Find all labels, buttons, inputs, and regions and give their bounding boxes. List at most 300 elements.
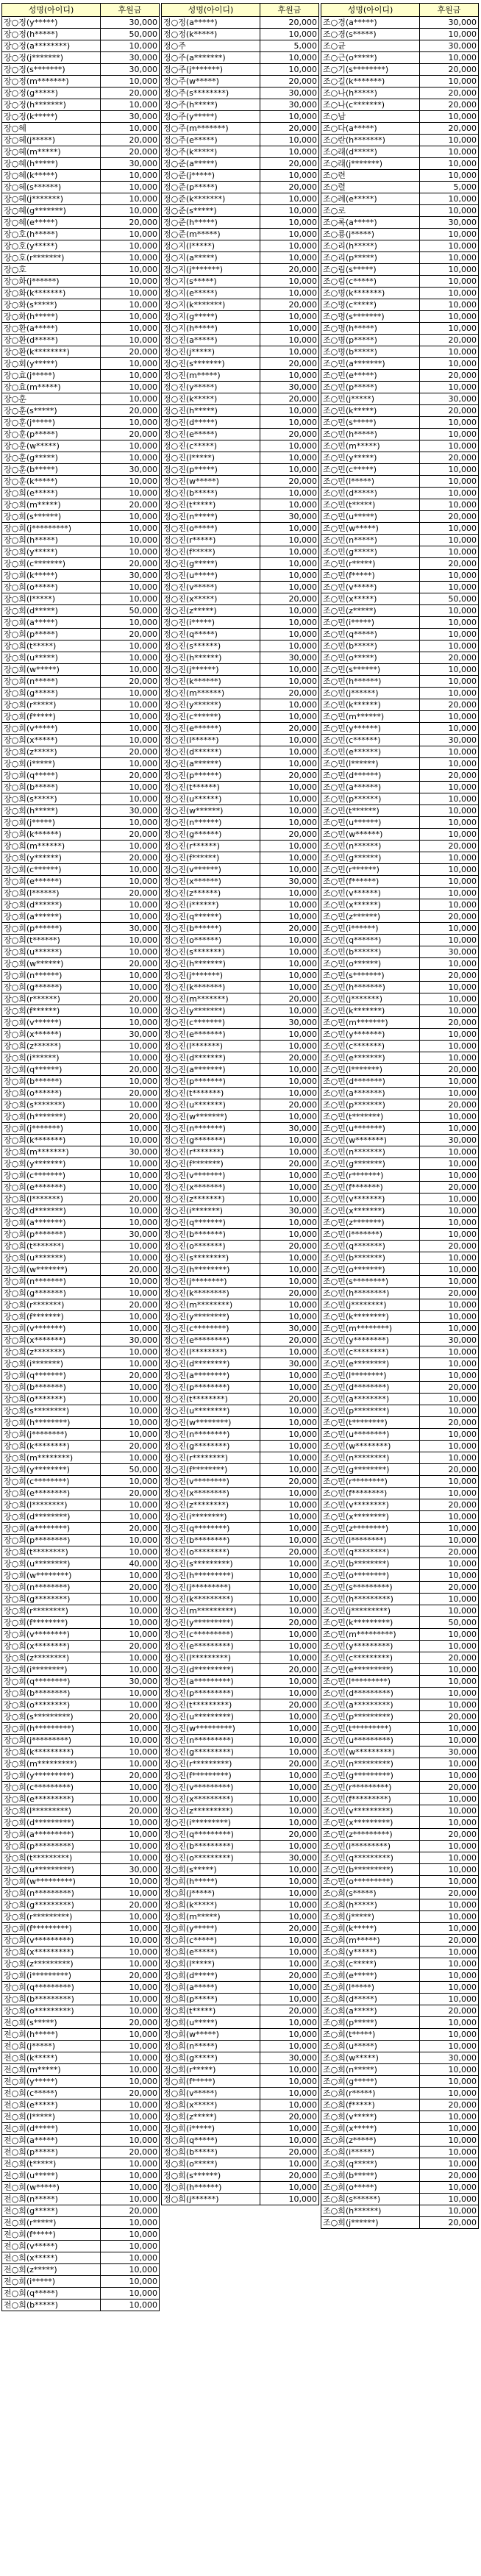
donor-name-cell: 정○주(w*****) xyxy=(162,76,260,88)
donor-name-cell: 조○희(h*****) xyxy=(321,1899,420,1911)
table-row xyxy=(321,782,479,793)
donor-name-cell: 정○지(l*****) xyxy=(162,240,260,252)
table-row xyxy=(321,2194,479,2205)
donation-amount-cell: 10,000 xyxy=(101,2052,160,2064)
donation-amount-cell: 10,000 xyxy=(260,629,319,641)
donor-name-cell: 정○진(e******) xyxy=(162,723,260,735)
table-row xyxy=(162,29,319,40)
donation-amount-cell: 10,000 xyxy=(260,982,319,993)
donation-amount-cell: 10,000 xyxy=(101,1841,160,1852)
donation-amount-cell: 20,000 xyxy=(260,593,319,605)
donor-name-cell: 정○희(m*****) xyxy=(162,1911,260,1923)
table-row xyxy=(321,511,479,523)
donation-amount-cell: 10,000 xyxy=(260,1629,319,1641)
donation-amount-cell: 10,000 xyxy=(260,1641,319,1652)
table-row xyxy=(162,452,319,464)
donor-name-cell: 조○민(y*********) xyxy=(321,1641,420,1652)
table-row xyxy=(321,805,479,817)
table-row xyxy=(162,464,319,476)
table-row xyxy=(162,570,319,582)
table-row xyxy=(2,1523,160,1535)
donor-name-cell: 장○희(l********) xyxy=(2,1499,101,1511)
table-row xyxy=(162,252,319,264)
donor-name-cell: 정○진(i******) xyxy=(162,899,260,911)
table-row xyxy=(2,264,160,276)
donation-amount-cell: 10,000 xyxy=(101,323,160,335)
donor-name-cell: 정○진(o*****) xyxy=(162,523,260,535)
table-row xyxy=(162,1264,319,1276)
donor-name-cell: 정○희(x*****) xyxy=(162,2099,260,2111)
donation-amount-cell: 10,000 xyxy=(420,829,479,841)
table-row xyxy=(162,1829,319,1841)
donation-amount-cell: 10,000 xyxy=(260,1170,319,1182)
table-row xyxy=(162,1052,319,1064)
donor-name-cell: 정○진(i********) xyxy=(162,1511,260,1523)
donor-name-cell: 정○지(a*****) xyxy=(162,252,260,264)
donor-name-cell: 정○희(n*****) xyxy=(162,2041,260,2052)
donation-amount-cell: 10,000 xyxy=(101,1629,160,1641)
table-row xyxy=(321,1876,479,1888)
donor-name-cell: 전○희(f*****) xyxy=(2,2229,101,2241)
donor-name-cell: 조○민(a********) xyxy=(321,1394,420,1405)
table-row xyxy=(162,1099,319,1111)
donation-amount-cell: 20,000 xyxy=(101,1711,160,1723)
donation-amount-cell: 10,000 xyxy=(420,2076,479,2088)
table-row xyxy=(2,593,160,605)
donation-amount-cell: 20,000 xyxy=(420,370,479,382)
table-row xyxy=(321,1805,479,1817)
donor-name-cell: 정○진(o*******) xyxy=(162,1241,260,1252)
table-row xyxy=(321,1088,479,1099)
donation-amount-cell: 10,000 xyxy=(101,1323,160,1335)
donor-name-cell: 정○진(t*****) xyxy=(162,499,260,511)
donation-amount-cell: 10,000 xyxy=(420,1394,479,1405)
table-row xyxy=(162,958,319,970)
donation-amount-cell: 10,000 xyxy=(260,1982,319,1994)
table-row xyxy=(321,1864,479,1876)
donation-amount-cell: 20,000 xyxy=(260,17,319,29)
table-row xyxy=(162,864,319,876)
donor-name-cell: 정○희(s*****) xyxy=(162,1864,260,1876)
donor-name-cell: 장○정(s*******) xyxy=(2,64,101,76)
donor-name-cell: 장○희(y*********) xyxy=(2,1770,101,1782)
donation-amount-cell: 10,000 xyxy=(260,1111,319,1123)
table-row xyxy=(321,535,479,546)
donation-amount-cell: 30,000 xyxy=(101,1029,160,1041)
donation-amount-cell: 10,000 xyxy=(260,252,319,264)
donor-name-cell: 조○민(n********) xyxy=(321,1452,420,1464)
table-row xyxy=(2,1582,160,1594)
donation-amount-cell: 10,000 xyxy=(101,170,160,182)
table-row xyxy=(162,1017,319,1029)
donor-name-cell: 정○진(q*******) xyxy=(162,1217,260,1229)
donor-name-cell: 장○희(k********) xyxy=(2,1441,101,1452)
table-row xyxy=(321,111,479,123)
donation-amount-cell: 10,000 xyxy=(420,2205,479,2217)
table-row xyxy=(2,1064,160,1076)
donor-name-cell: 장○환(a*****) xyxy=(2,323,101,335)
donor-name-cell: 정○진(n*****) xyxy=(162,511,260,523)
donor-name-cell: 정○희(h******) xyxy=(162,2182,260,2194)
donation-amount-cell: 10,000 xyxy=(260,217,319,229)
donor-name-cell: 정○진(t*********) xyxy=(162,1699,260,1711)
donation-amount-cell: 10,000 xyxy=(260,229,319,240)
donation-amount-cell: 10,000 xyxy=(420,2123,479,2135)
table-row xyxy=(321,1958,479,1970)
donation-amount-cell: 20,000 xyxy=(420,1829,479,1841)
donation-amount-cell: 10,000 xyxy=(420,582,479,593)
table-row xyxy=(162,135,319,146)
donor-name-cell: 정○진(h********) xyxy=(162,1264,260,1276)
donor-name-cell: 장○희(w*****) xyxy=(2,664,101,676)
donor-name-cell: 정○진(h*****) xyxy=(162,405,260,417)
donor-name-cell: 장○희(l*****) xyxy=(2,593,101,605)
donor-name-cell: 장○희(x*******) xyxy=(2,1335,101,1346)
table-row xyxy=(321,88,479,99)
table-row xyxy=(2,1994,160,2005)
donor-name-cell: 정○진(d******) xyxy=(162,746,260,758)
table-row xyxy=(321,2064,479,2076)
donor-name-cell: 조○민(c*********) xyxy=(321,1652,420,1664)
table-row xyxy=(2,2229,160,2241)
table-row xyxy=(321,546,479,558)
donation-amount-cell: 10,000 xyxy=(420,240,479,252)
donor-name-cell: 조○민(v********) xyxy=(321,1499,420,1511)
table-row xyxy=(162,970,319,982)
donation-amount-cell: 20,000 xyxy=(260,1241,319,1252)
donation-amount-cell: 20,000 xyxy=(101,1264,160,1276)
donor-name-cell: 장○희(c********) xyxy=(2,1476,101,1488)
table-row xyxy=(2,888,160,899)
donor-name-cell: 전○희(i*****) xyxy=(2,2276,101,2288)
donation-amount-cell: 10,000 xyxy=(260,276,319,288)
donation-amount-cell: 10,000 xyxy=(420,417,479,429)
donor-name-cell: 장○희(w*******) xyxy=(2,1264,101,1276)
table-row xyxy=(321,1382,479,1394)
donor-name-cell: 전○희(m*****) xyxy=(2,2064,101,2076)
table-row xyxy=(321,1617,479,1629)
donation-amount-cell: 10,000 xyxy=(260,1888,319,1899)
donation-amount-cell: 10,000 xyxy=(420,111,479,123)
donation-amount-cell: 20,000 xyxy=(101,1088,160,1099)
donor-name-cell: 조○민(v*********) xyxy=(321,1805,420,1817)
table-row xyxy=(2,1747,160,1758)
table-row xyxy=(162,1205,319,1217)
table-row xyxy=(321,1923,479,1935)
donation-amount-cell: 20,000 xyxy=(101,1111,160,1123)
donor-name-cell: 장○희(u********) xyxy=(2,1558,101,1570)
donation-amount-cell: 30,000 xyxy=(420,735,479,746)
table-row xyxy=(2,782,160,793)
table-row xyxy=(2,511,160,523)
table-row xyxy=(321,229,479,240)
donor-name-cell: 정○진(z******) xyxy=(162,888,260,899)
donor-name-cell: 정○희(c*****) xyxy=(162,1935,260,1947)
donor-name-cell: 장○희(e********) xyxy=(2,1488,101,1499)
donor-name-cell: 정○진(y*********) xyxy=(162,1617,260,1629)
donation-amount-cell: 10,000 xyxy=(420,1629,479,1641)
donation-amount-cell: 20,000 xyxy=(260,1158,319,1170)
donation-amount-cell: 10,000 xyxy=(260,1688,319,1699)
table-row xyxy=(2,2288,160,2300)
donation-amount-cell: 10,000 xyxy=(420,1570,479,1582)
table-row xyxy=(321,876,479,888)
donation-amount-cell: 10,000 xyxy=(420,982,479,993)
donor-name-cell: 장○희(f*******) xyxy=(2,1311,101,1323)
donation-amount-cell: 10,000 xyxy=(101,982,160,993)
table-row xyxy=(321,1346,479,1358)
donation-amount-cell: 20,000 xyxy=(101,958,160,970)
donor-name-cell: 전○희(e*****) xyxy=(2,2099,101,2111)
donor-name-cell: 장○희(j********) xyxy=(2,1429,101,1441)
donation-amount-cell: 20,000 xyxy=(101,2205,160,2217)
donor-name-cell: 정○진(y******) xyxy=(162,699,260,711)
donor-name-cell: 조○민(u*********) xyxy=(321,1735,420,1747)
table-row xyxy=(162,888,319,899)
donation-amount-cell: 10,000 xyxy=(420,1441,479,1452)
table-row xyxy=(162,1958,319,1970)
table-row xyxy=(162,1770,319,1782)
table-row xyxy=(162,782,319,793)
donor-name-cell: 장○훈(w*****) xyxy=(2,440,101,452)
donation-amount-cell: 20,000 xyxy=(101,1970,160,1982)
table-row xyxy=(162,2076,319,2088)
table-row xyxy=(2,899,160,911)
donor-name-cell: 전○희(r*****) xyxy=(2,2217,101,2229)
donor-name-cell: 전○희(g*****) xyxy=(2,2205,101,2217)
donation-amount-cell: 20,000 xyxy=(420,1182,479,1194)
donor-name-cell: 장○희(z******) xyxy=(2,1041,101,1052)
donor-name-cell: 조○민(j*****) xyxy=(321,393,420,405)
donor-name-cell: 장○화(j******) xyxy=(2,276,101,288)
table-row xyxy=(321,1758,479,1770)
donation-amount-cell: 10,000 xyxy=(101,899,160,911)
donation-amount-cell: 10,000 xyxy=(101,864,160,876)
donation-amount-cell: 20,000 xyxy=(101,217,160,229)
donor-name-cell: 조○민(k********) xyxy=(321,1311,420,1323)
table-row xyxy=(2,2052,160,2064)
donor-name-cell: 장○희(b*******) xyxy=(2,1382,101,1394)
table-row xyxy=(2,1688,160,1699)
donor-name-cell: 조○룡(j*****) xyxy=(321,229,420,240)
donor-name-cell: 정○진(s*******) xyxy=(162,358,260,370)
donor-name-cell: 조○민(n*********) xyxy=(321,1758,420,1770)
donor-name-cell: 정○진(l******) xyxy=(162,735,260,746)
donor-name-cell: 조○민(r********) xyxy=(321,1476,420,1488)
table-row xyxy=(321,1182,479,1194)
donor-name-cell: 조○민(t******) xyxy=(321,805,420,817)
donor-name-cell: 조○민(o*******) xyxy=(321,1264,420,1276)
donation-amount-cell: 20,000 xyxy=(260,1394,319,1405)
donation-amount-cell: 10,000 xyxy=(420,711,479,723)
donor-name-cell: 정○진(r******) xyxy=(162,841,260,852)
donation-amount-cell: 10,000 xyxy=(101,1888,160,1899)
donation-amount-cell: 10,000 xyxy=(260,2076,319,2088)
donor-name-cell: 조○희(v*****) xyxy=(321,2111,420,2123)
donor-name-cell: 정○진(v*********) xyxy=(162,1782,260,1794)
donor-name-cell: 장○희(m********) xyxy=(2,1452,101,1464)
donor-name-cell: 정○진(m*********) xyxy=(162,1605,260,1617)
donor-name-cell: 정○진(n*********) xyxy=(162,1735,260,1747)
donation-amount-cell: 10,000 xyxy=(260,1676,319,1688)
table-row xyxy=(162,1323,319,1335)
donation-amount-cell: 10,000 xyxy=(420,429,479,440)
donor-name-cell: 장○희(u******) xyxy=(2,946,101,958)
donor-name-cell: 장○희(q********) xyxy=(2,1676,101,1688)
donation-amount-cell: 30,000 xyxy=(260,1017,319,1029)
donor-name-cell: 조○민(j********) xyxy=(321,1299,420,1311)
table-row xyxy=(162,488,319,499)
table-row xyxy=(321,605,479,617)
table-row xyxy=(162,582,319,593)
table-row xyxy=(162,829,319,841)
donor-name-cell: 전○희(v*****) xyxy=(2,2241,101,2252)
donation-amount-cell: 10,000 xyxy=(101,1123,160,1135)
donation-amount-cell: 10,000 xyxy=(101,1664,160,1676)
donation-amount-cell: 30,000 xyxy=(101,17,160,29)
donor-name-cell: 정○진(d********) xyxy=(162,1358,260,1370)
donor-name-cell: 조○희(y*****) xyxy=(321,1947,420,1958)
donor-name-cell: 조○민(y*****) xyxy=(321,452,420,464)
table-row xyxy=(162,1747,319,1758)
donation-amount-cell: 20,000 xyxy=(420,558,479,570)
donor-name-cell: 정○진(g********) xyxy=(162,1441,260,1452)
table-row xyxy=(2,652,160,664)
donor-name-cell: 조○민(i*****) xyxy=(321,617,420,629)
donor-name-cell: 조○민(f*********) xyxy=(321,1794,420,1805)
donor-name-cell: 장○희(t********) xyxy=(2,1546,101,1558)
donation-amount-cell: 10,000 xyxy=(260,1488,319,1499)
table-row xyxy=(162,2170,319,2182)
donor-name-cell: 장○희(t*****) xyxy=(2,641,101,652)
table-row xyxy=(321,699,479,711)
donation-amount-cell: 10,000 xyxy=(260,2099,319,2111)
donation-amount-cell: 10,000 xyxy=(101,76,160,88)
donation-amount-cell: 20,000 xyxy=(101,558,160,570)
donor-name-cell: 전○희(b*****) xyxy=(2,2300,101,2311)
donor-name-cell: 정○진(v******) xyxy=(162,864,260,876)
donation-amount-cell: 10,000 xyxy=(420,1052,479,1064)
donor-name-cell: 조○민(s*********) xyxy=(321,1582,420,1594)
donor-name-cell: 장○희(n******) xyxy=(2,970,101,982)
donor-name-cell: 조○민(m*********) xyxy=(321,1629,420,1641)
donation-amount-cell: 10,000 xyxy=(420,805,479,817)
table-row xyxy=(2,1394,160,1405)
table-row xyxy=(162,1841,319,1852)
table-row xyxy=(321,1358,479,1370)
donation-amount-cell: 10,000 xyxy=(260,1229,319,1241)
table-row xyxy=(2,770,160,782)
donor-name-cell: 정○진(h******) xyxy=(162,652,260,664)
table-row xyxy=(162,170,319,182)
table-row xyxy=(321,864,479,876)
table-row xyxy=(321,1476,479,1488)
donation-amount-cell: 10,000 xyxy=(101,1782,160,1794)
table-row xyxy=(2,440,160,452)
donor-name-cell: 정○진(o*********) xyxy=(162,1852,260,1864)
donation-amount-cell: 10,000 xyxy=(260,935,319,946)
donation-amount-cell: 10,000 xyxy=(101,1817,160,1829)
donor-name-cell: 장○희(l*********) xyxy=(2,1805,101,1817)
donation-amount-cell: 10,000 xyxy=(420,1558,479,1570)
table-row xyxy=(321,440,479,452)
table-row xyxy=(162,52,319,64)
table-row xyxy=(162,2147,319,2158)
donor-name-cell: 정○진(l*****) xyxy=(162,452,260,464)
donation-amount-cell: 10,000 xyxy=(420,1511,479,1523)
donor-name-cell: 조○민(y*******) xyxy=(321,1029,420,1041)
donation-amount-cell: 20,000 xyxy=(260,1476,319,1488)
donor-name-cell: 장○혜(m*****) xyxy=(2,146,101,158)
donor-name-cell: 조○민(p*******) xyxy=(321,1099,420,1111)
donor-table-1 xyxy=(1,3,160,2311)
donor-name-cell: 조○민(q*********) xyxy=(321,1852,420,1864)
table-row xyxy=(321,735,479,746)
donation-amount-cell: 20,000 xyxy=(420,1711,479,1723)
donation-amount-cell: 10,000 xyxy=(420,2135,479,2147)
donation-amount-cell: 10,000 xyxy=(101,1170,160,1182)
donor-name-cell: 정○희(b*****) xyxy=(162,2147,260,2158)
table-row xyxy=(321,1735,479,1747)
donation-amount-cell: 10,000 xyxy=(260,64,319,76)
table-row xyxy=(321,1688,479,1699)
donor-name-cell: 전○희(k*****) xyxy=(2,2052,101,2064)
donation-amount-cell: 20,000 xyxy=(101,676,160,688)
donor-name-cell: 정○지(g*****) xyxy=(162,311,260,323)
table-row xyxy=(321,1123,479,1135)
donor-name-cell: 장○희(u*****) xyxy=(2,652,101,664)
donor-name-cell: 장○희(a*****) xyxy=(2,617,101,629)
donation-amount-cell: 10,000 xyxy=(420,2088,479,2099)
donor-name-cell: 장○희(h*****) xyxy=(2,535,101,546)
donation-amount-cell: 20,000 xyxy=(260,2111,319,2123)
donor-name-cell: 조○민(s********) xyxy=(321,1276,420,1288)
donation-amount-cell: 20,000 xyxy=(420,99,479,111)
table-row xyxy=(2,664,160,676)
table-row xyxy=(321,2052,479,2064)
donation-amount-cell: 10,000 xyxy=(101,641,160,652)
donation-amount-cell: 30,000 xyxy=(101,570,160,582)
table-row xyxy=(321,1570,479,1582)
donor-name-cell: 조○민(z*****) xyxy=(321,605,420,617)
donor-name-cell: 정○진(p******) xyxy=(162,770,260,782)
donor-name-cell: 전○희(u*****) xyxy=(2,2170,101,2182)
table-row xyxy=(2,1311,160,1323)
table-row xyxy=(162,1064,319,1076)
table-row xyxy=(162,2123,319,2135)
donor-name-cell: 정○진(i*********) xyxy=(162,1817,260,1829)
donation-amount-cell: 10,000 xyxy=(101,2276,160,2288)
donor-name-cell: 정○진(d*******) xyxy=(162,1052,260,1064)
donor-name-cell: 조○다(a*****) xyxy=(321,123,420,135)
donor-name-cell: 장○희(i********) xyxy=(2,1664,101,1676)
donation-amount-cell: 10,000 xyxy=(420,1770,479,1782)
donor-name-cell: 정○진(k********) xyxy=(162,1288,260,1299)
donor-name-cell: 정○진(u*****) xyxy=(162,570,260,582)
table-row xyxy=(321,1370,479,1382)
donor-name-cell: 장○희(f******) xyxy=(2,1005,101,1017)
table-row xyxy=(2,1911,160,1923)
table-row xyxy=(2,240,160,252)
donation-amount-cell: 20,000 xyxy=(101,993,160,1005)
donor-name-cell: 장○희(m*********) xyxy=(2,1758,101,1770)
donation-amount-cell: 10,000 xyxy=(101,99,160,111)
table-row xyxy=(2,605,160,617)
table-row xyxy=(162,1229,319,1241)
donation-amount-cell: 10,000 xyxy=(101,935,160,946)
donation-amount-cell: 20,000 xyxy=(260,76,319,88)
donor-name-cell: 장○호 xyxy=(2,264,101,276)
